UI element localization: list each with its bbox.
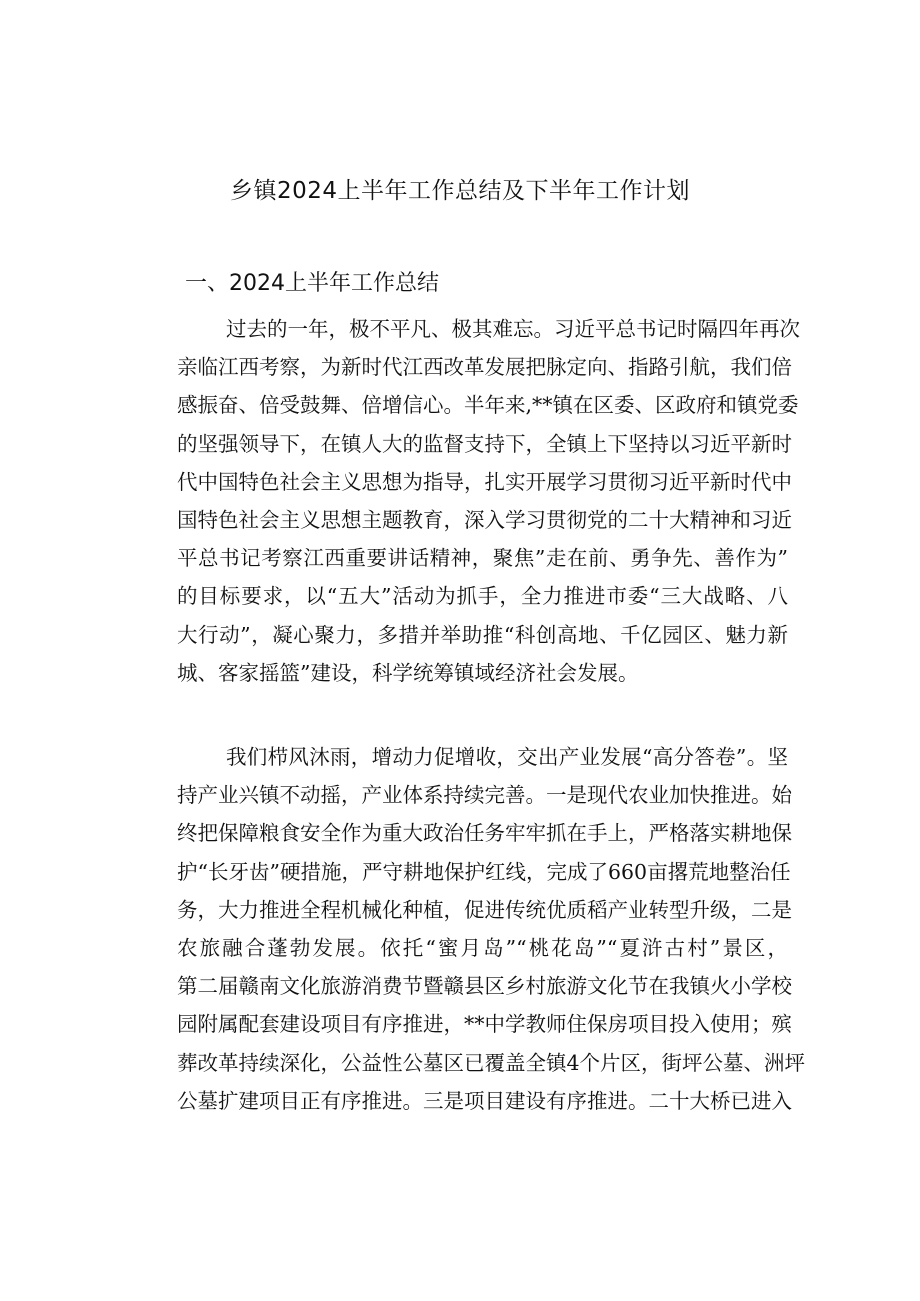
paragraph-line: 大行动”，凝心聚力，多措并举助推“科创高地、千亿园区、魅力新 — [177, 622, 788, 647]
section-heading: 一、2024上半年工作总结 — [185, 271, 439, 296]
paragraph-line: 终把保障粮食安全作为重大政治任务牢牢抓在手上，严格落实耕地保 — [177, 821, 792, 846]
paragraph-line: 的坚强领导下，在镇人大的监督支持下，全镇上下坚持以习近平新时 — [177, 431, 792, 456]
paragraph-1 — [136, 310, 800, 692]
paragraph-line: 代中国特色社会主义思想为指导，扎实开展学习贯彻习近平新时代中 — [177, 469, 792, 494]
paragraph-line: 国特色社会主义思想主题教育，深入学习贯彻党的二十大精神和习近 — [177, 508, 792, 533]
paragraph-line: 我们栉风沐雨，增动力促增收，交出产业发展“高分答卷”。坚 — [226, 745, 788, 769]
paragraph-line: 亲临江西考察，为新时代江西改革发展把脉定向、指路引航，我们倍 — [177, 355, 792, 380]
paragraph-line: 公墓扩建项目正有序推进。三是项目建设有序推进。二十大桥已进入 — [177, 1088, 792, 1113]
paragraph-line: 感振奋、倍受鼓舞、倍增信心。半年来,**镇在区委、区政府和镇党委 — [177, 393, 799, 418]
paragraph-line: 第二届赣南文化旅游消费节暨赣县区乡村旅游文化节在我镇火小学校 — [177, 974, 792, 999]
paragraph-2 — [136, 738, 806, 1120]
paragraph-line: 过去的一年，极不平凡、极其难忘。习近平总书记时隔四年再次 — [226, 317, 800, 341]
paragraph-line: 务，大力推进全程机械化种植，促进传统优质稻产业转型升级，二是 — [177, 897, 792, 922]
paragraph-line: 平总书记考察江西重要讲话精神，聚焦”走在前、勇争先、善作为” — [177, 546, 788, 571]
paragraph-line: 的目标要求，以“五大”活动为抓手，全力推进市委“三大战略、八 — [177, 584, 788, 609]
paragraph-line: 农旅融合蓬勃发展。依托“蜜月岛”“桃花岛”“夏浒古村”景区， — [177, 936, 788, 961]
paragraph-line: 城、客家摇篮”建设，科学统筹镇域经济社会发展。 — [177, 660, 639, 685]
paragraph-line: 园附属配套建设项目有序推进，**中学教师住保房项目投入使用；殡 — [177, 1012, 792, 1037]
paragraph-line: 持产业兴镇不动摇，产业体系持续完善。一是现代农业加快推进。始 — [177, 783, 792, 808]
paragraph-line: 护“长牙齿”硬措施，严守耕地保护红线，完成了660亩撂荒地整治任 — [177, 859, 791, 884]
paragraph-line: 葬改革持续深化，公益性公墓区已覆盖全镇4个片区，街坪公墓、洲坪 — [177, 1050, 806, 1075]
document-title: 乡镇2024上半年工作总结及下半年工作计划 — [229, 178, 691, 204]
